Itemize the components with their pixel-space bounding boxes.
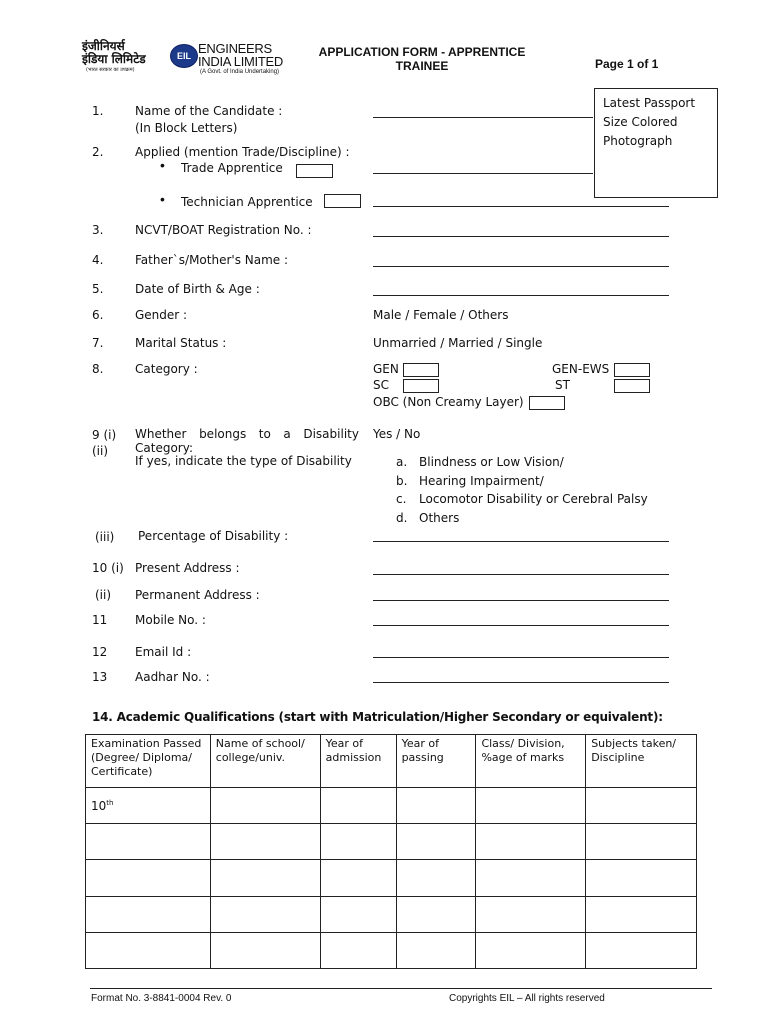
table-cell[interactable] bbox=[396, 824, 476, 860]
field-3-label: NCVT/BOAT Registration No. : bbox=[135, 223, 312, 237]
field-4-number: 4. bbox=[92, 253, 104, 267]
field-3-number: 3. bbox=[92, 223, 104, 237]
category-st-label: ST bbox=[555, 378, 570, 392]
field-9-label-word: Whether bbox=[135, 427, 187, 441]
disability-type-c-mark: c. bbox=[396, 492, 407, 506]
field-9-label-word: to bbox=[258, 427, 271, 441]
trade-apprentice-checkbox[interactable] bbox=[296, 164, 333, 178]
table-cell[interactable] bbox=[86, 897, 211, 933]
table-cell[interactable] bbox=[210, 788, 320, 824]
eil-logo bbox=[82, 40, 292, 80]
column-header: Year of passing bbox=[396, 735, 476, 788]
logo-badge-icon bbox=[170, 44, 198, 68]
photo-label-line1: Latest Passport bbox=[603, 96, 696, 110]
field-2-label: Applied (mention Trade/Discipline) : bbox=[135, 145, 350, 159]
trade-discipline-input-line[interactable] bbox=[373, 173, 593, 174]
category-sc-checkbox[interactable] bbox=[403, 379, 439, 393]
field-9-label-word: a bbox=[283, 427, 291, 441]
disability-type-d-mark: d. bbox=[396, 511, 408, 525]
field-9ii-number: (ii) bbox=[92, 444, 109, 458]
photo-label-line3: Photograph bbox=[603, 134, 673, 148]
marital-status-options[interactable]: Unmarried / Married / Single bbox=[373, 336, 543, 350]
disability-type-c[interactable]: Locomotor Disability or Cerebral Palsy bbox=[419, 492, 648, 506]
field-6-number: 6. bbox=[92, 308, 104, 322]
table-cell[interactable] bbox=[320, 897, 396, 933]
row-exam-10th-base: 10 bbox=[91, 799, 107, 813]
field-9-label-cont: Category: bbox=[135, 441, 193, 455]
table-cell[interactable] bbox=[586, 933, 697, 969]
category-genews-checkbox[interactable] bbox=[614, 363, 650, 377]
table-cell[interactable] bbox=[320, 860, 396, 897]
field-9i-number: 9 (i) bbox=[92, 428, 117, 442]
field-7-number: 7. bbox=[92, 336, 104, 350]
table-row bbox=[86, 933, 697, 969]
field-7-label: Marital Status : bbox=[135, 336, 227, 350]
field-1-label: Name of the Candidate : bbox=[135, 104, 283, 118]
candidate-name-input-line[interactable] bbox=[373, 117, 593, 118]
email-input-line[interactable] bbox=[373, 657, 669, 658]
table-cell[interactable] bbox=[320, 933, 396, 969]
disability-type-a-mark: a. bbox=[396, 455, 408, 469]
bullet-icon: • bbox=[160, 157, 165, 173]
disability-type-d[interactable]: Others bbox=[419, 511, 460, 525]
table-row bbox=[86, 824, 697, 860]
field-10ii-number: (ii) bbox=[95, 588, 112, 602]
parent-name-input-line[interactable] bbox=[373, 266, 669, 267]
field-5-label: Date of Birth & Age : bbox=[135, 282, 260, 296]
form-title bbox=[300, 45, 544, 73]
bullet-icon: • bbox=[160, 191, 165, 207]
table-cell[interactable] bbox=[210, 933, 320, 969]
table-cell[interactable] bbox=[396, 933, 476, 969]
table-cell[interactable] bbox=[586, 824, 697, 860]
present-address-input-line[interactable] bbox=[373, 574, 669, 575]
field-12-label: Email Id : bbox=[135, 645, 192, 659]
logo-en-top: ENGINEERS bbox=[198, 41, 272, 56]
form-title-line2: TRAINEE bbox=[395, 59, 449, 73]
table-cell[interactable] bbox=[476, 824, 586, 860]
aadhar-input-line[interactable] bbox=[373, 682, 669, 683]
field-10i-label: Present Address : bbox=[135, 561, 240, 575]
field-9iii-label: Percentage of Disability : bbox=[138, 529, 289, 543]
table-cell[interactable] bbox=[210, 860, 320, 897]
disability-yes-no[interactable]: Yes / No bbox=[373, 427, 421, 441]
table-cell[interactable] bbox=[210, 897, 320, 933]
table-cell[interactable] bbox=[320, 824, 396, 860]
logo-hindi-bottom: इंडिया लिमिटेड bbox=[82, 52, 146, 66]
table-cell[interactable] bbox=[476, 933, 586, 969]
technician-discipline-input-line[interactable] bbox=[373, 206, 669, 207]
table-cell[interactable] bbox=[586, 788, 697, 824]
logo-en-sub: (A Govt. of India Undertaking) bbox=[200, 69, 280, 75]
page-indicator: Page 1 of 1 bbox=[595, 57, 659, 71]
field-12-number: 12 bbox=[92, 645, 108, 659]
table-cell[interactable] bbox=[586, 860, 697, 897]
form-title-line1: APPLICATION FORM - APPRENTICE bbox=[318, 45, 526, 59]
category-st-checkbox[interactable] bbox=[614, 379, 650, 393]
academic-heading: 14. Academic Qualifications (start with Matriculation/Higher Secondary or equivalent): bbox=[92, 710, 663, 724]
category-gen-label: GEN bbox=[373, 362, 399, 376]
table-cell[interactable] bbox=[396, 897, 476, 933]
field-11-number: 11 bbox=[92, 613, 108, 627]
field-8-label: Category : bbox=[135, 362, 198, 376]
photo-box bbox=[594, 88, 718, 198]
table-cell[interactable] bbox=[586, 897, 697, 933]
column-header: Subjects taken/ Discipline bbox=[586, 735, 697, 788]
mobile-input-line[interactable] bbox=[373, 625, 669, 626]
footer-divider bbox=[90, 988, 712, 989]
field-9iii-number: (iii) bbox=[95, 530, 115, 544]
category-sc-label: SC bbox=[373, 378, 389, 392]
field-13-number: 13 bbox=[92, 670, 108, 684]
photo-label-line2: Size Colored bbox=[603, 115, 678, 129]
column-header: Examination Passed (Degree/ Diploma/ Certificate) bbox=[86, 735, 211, 788]
technician-apprentice-label: Technician Apprentice bbox=[181, 195, 313, 209]
table-cell[interactable] bbox=[396, 860, 476, 897]
technician-apprentice-checkbox[interactable] bbox=[324, 194, 361, 208]
column-header: Year of admission bbox=[320, 735, 396, 788]
table-cell[interactable] bbox=[86, 860, 211, 897]
row-exam-10th bbox=[86, 788, 211, 824]
table-cell[interactable] bbox=[476, 788, 586, 824]
footer-copyright: Copyrights EIL – All rights reserved bbox=[449, 993, 605, 1004]
table-row bbox=[86, 788, 697, 824]
disability-type-b-mark: b. bbox=[396, 474, 408, 488]
table-cell[interactable] bbox=[86, 933, 211, 969]
field-9-label2: If yes, indicate the type of Disability bbox=[135, 454, 352, 468]
disability-percent-input-line[interactable] bbox=[373, 541, 669, 542]
table-cell[interactable] bbox=[396, 788, 476, 824]
category-genews-label: GEN-EWS bbox=[552, 362, 610, 376]
academic-table bbox=[85, 734, 697, 969]
registration-no-input-line[interactable] bbox=[373, 236, 669, 237]
field-10ii-label: Permanent Address : bbox=[135, 588, 260, 602]
table-row bbox=[86, 897, 697, 933]
table-header-row bbox=[86, 735, 697, 788]
field-6-label: Gender : bbox=[135, 308, 188, 322]
logo-hindi-top: इंजीनियर्स bbox=[82, 39, 125, 53]
logo-badge-text: EIL bbox=[176, 51, 191, 61]
field-4-label: Father`s/Mother's Name : bbox=[135, 253, 289, 267]
disability-type-b[interactable]: Hearing Impairment/ bbox=[419, 474, 544, 488]
table-cell[interactable] bbox=[320, 788, 396, 824]
table-cell[interactable] bbox=[86, 824, 211, 860]
field-8-number: 8. bbox=[92, 362, 104, 376]
gender-options[interactable]: Male / Female / Others bbox=[373, 308, 509, 322]
field-9-label bbox=[135, 427, 359, 442]
column-header: Name of school/ college/univ. bbox=[210, 735, 320, 788]
permanent-address-input-line[interactable] bbox=[373, 600, 669, 601]
field-1-number: 1. bbox=[92, 104, 104, 118]
field-10i-number: 10 (i) bbox=[92, 561, 124, 575]
table-row bbox=[86, 860, 697, 897]
dob-age-input-line[interactable] bbox=[373, 295, 669, 296]
field-5-number: 5. bbox=[92, 282, 104, 296]
column-header: Class/ Division, %age of marks bbox=[476, 735, 586, 788]
field-9-label-word: belongs bbox=[199, 427, 247, 441]
category-obc-checkbox[interactable] bbox=[529, 396, 565, 410]
category-gen-checkbox[interactable] bbox=[403, 363, 439, 377]
logo-hindi-sub: (भारत सरकार का उपक्रम) bbox=[86, 67, 135, 73]
disability-type-a[interactable]: Blindness or Low Vision/ bbox=[419, 455, 564, 469]
table-cell[interactable] bbox=[476, 860, 586, 897]
table-cell[interactable] bbox=[476, 897, 586, 933]
row-exam-10th-sup: th bbox=[106, 799, 114, 807]
field-9-label-word: Disability bbox=[303, 427, 359, 441]
trade-apprentice-label: Trade Apprentice bbox=[181, 161, 283, 175]
field-2-number: 2. bbox=[92, 145, 104, 159]
field-13-label: Aadhar No. : bbox=[135, 670, 210, 684]
logo-en-bottom: INDIA LIMITED bbox=[198, 54, 283, 69]
footer-format: Format No. 3-8841-0004 Rev. 0 bbox=[91, 993, 232, 1004]
field-1-sublabel: (In Block Letters) bbox=[135, 121, 238, 135]
table-cell[interactable] bbox=[210, 824, 320, 860]
category-obc-label: OBC (Non Creamy Layer) bbox=[373, 395, 524, 409]
field-11-label: Mobile No. : bbox=[135, 613, 206, 627]
